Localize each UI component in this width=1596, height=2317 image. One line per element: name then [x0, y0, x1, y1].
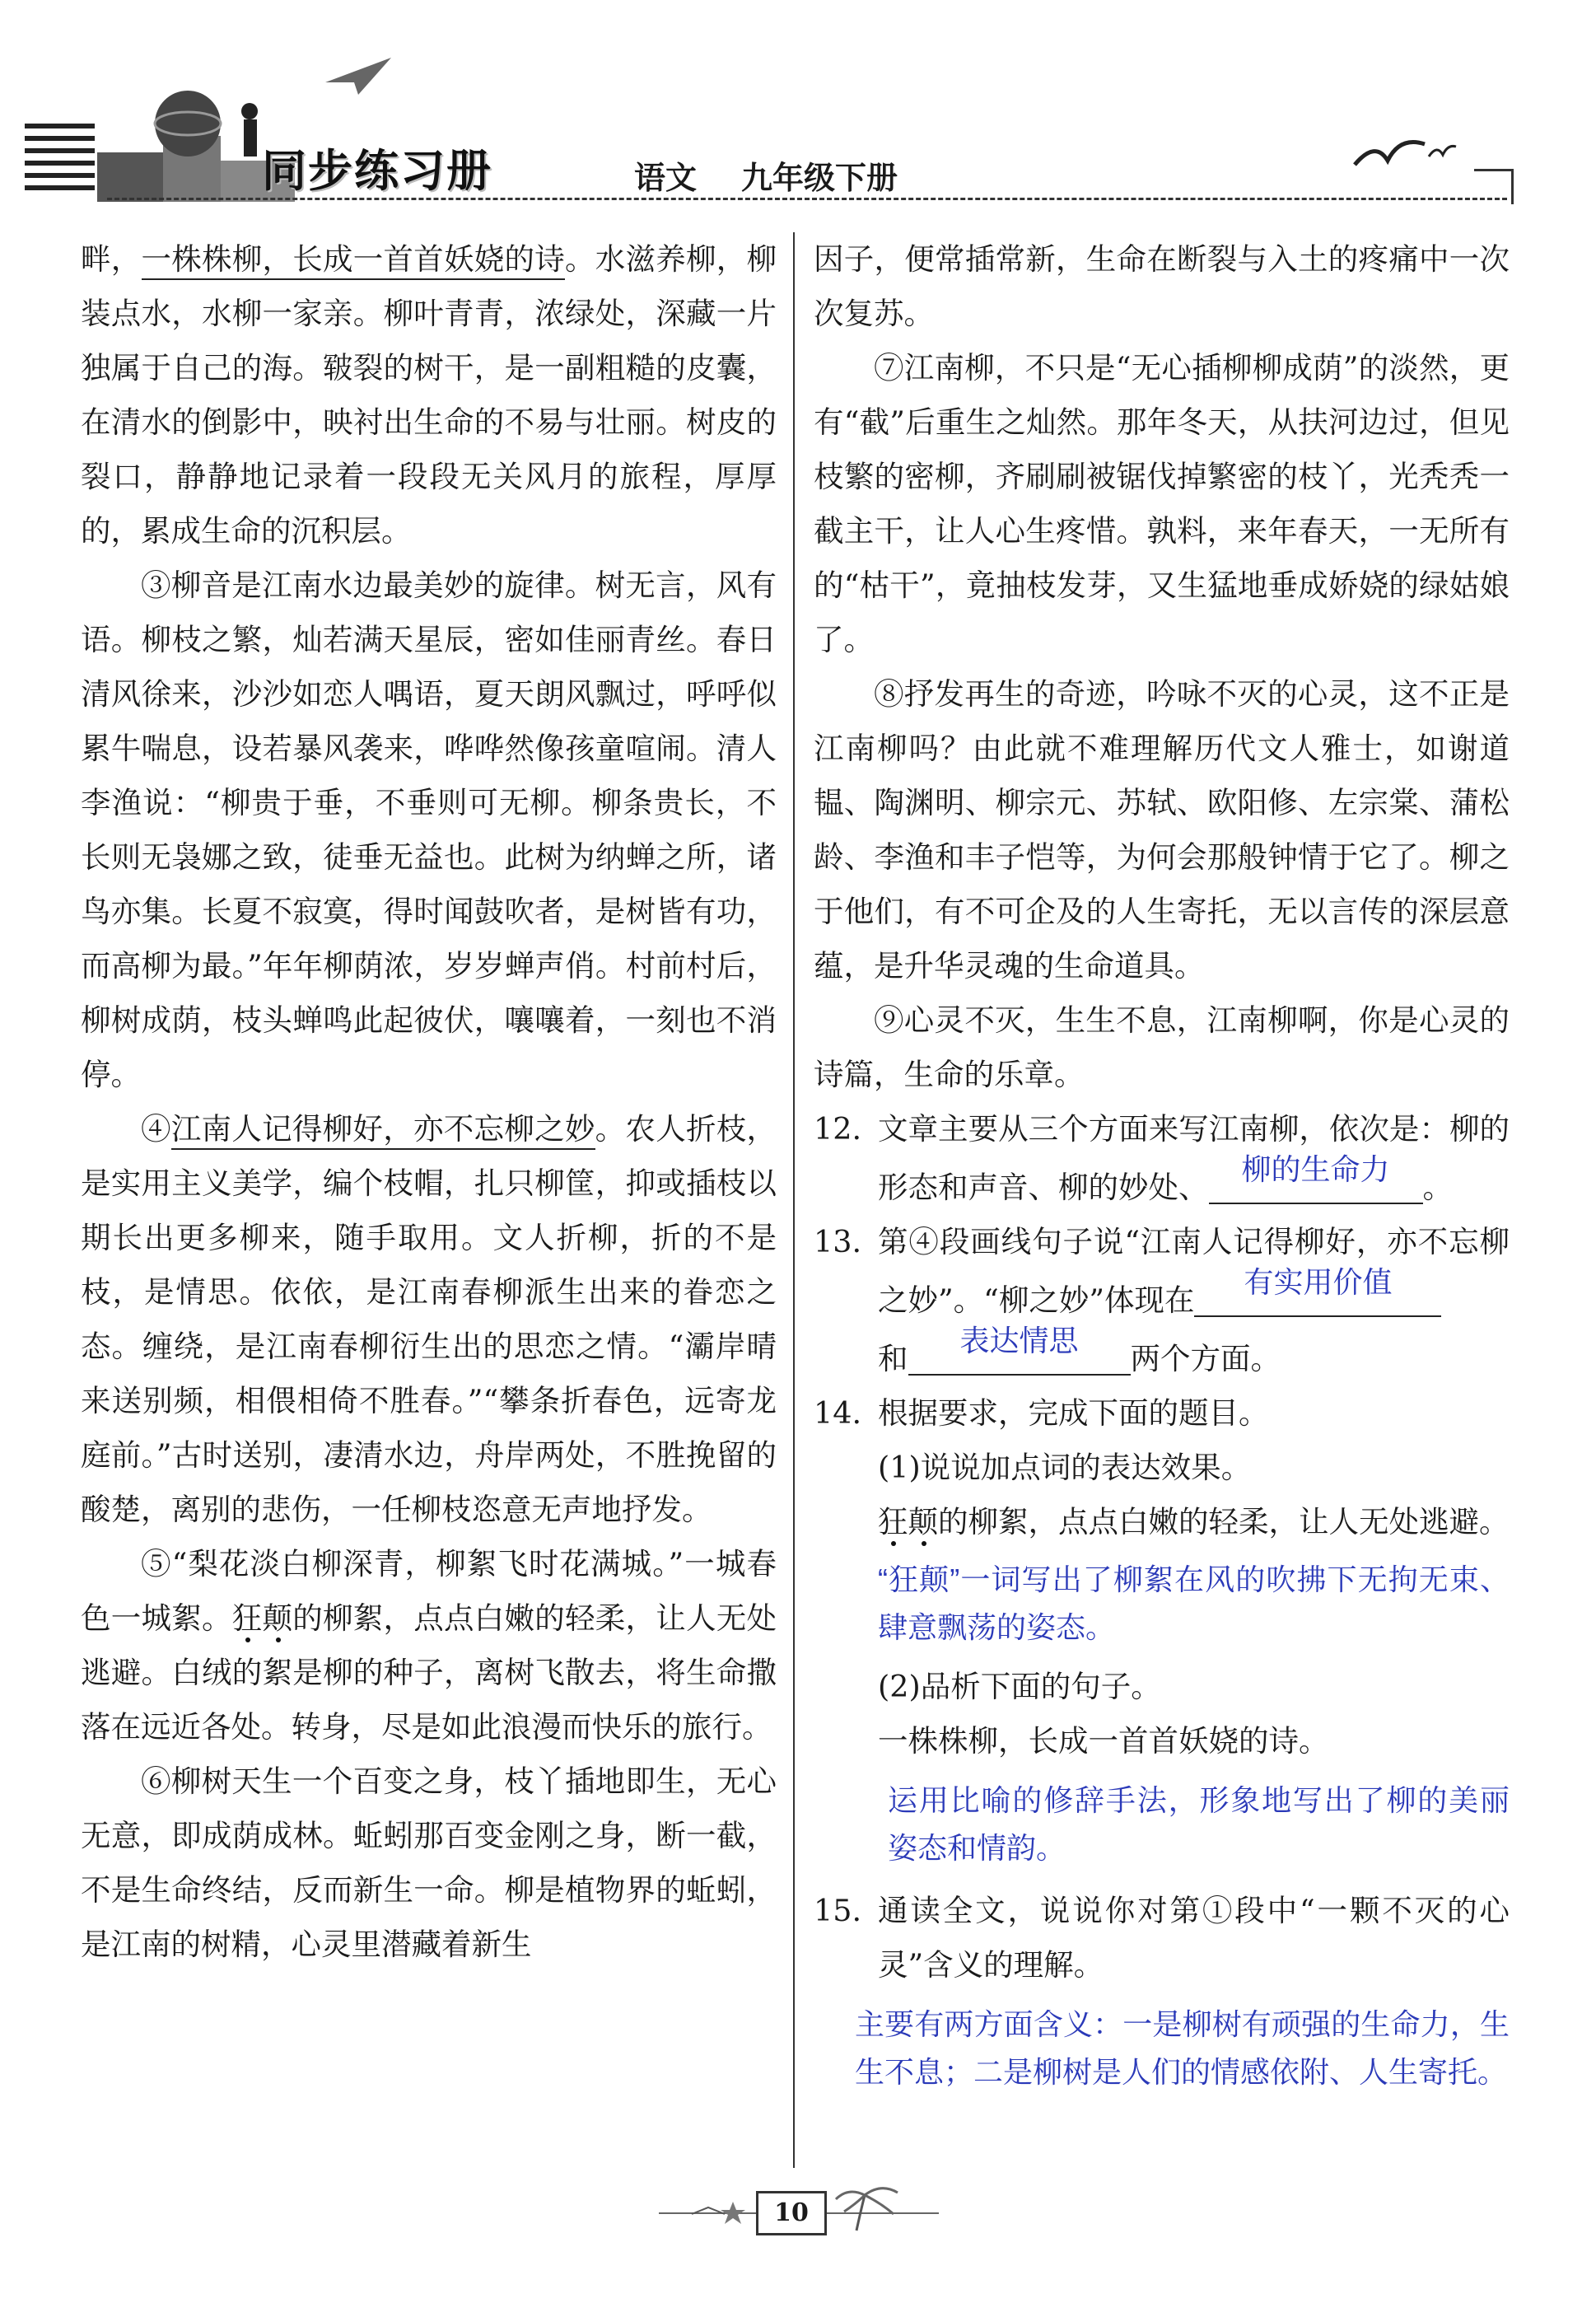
paragraph-2-tail: 畔，一株株柳，长成一首首妖娆的诗。水滋养柳，柳装点水，水柳一家亲。柳叶青青，浓绿处，深藏一片独属于自己的海。皲裂的树干，是一副粗糙的皮囊，在清水的倒影中，映衬出生命的不易与壮丽。树皮的裂口，静静地记录着一段段无关风月的旅程，厚厚的，累成生命的沉积层。	[81, 241, 777, 549]
answer-14-2: 运用比喻的修辞手法，形象地写出了柳的美丽姿态和情韵。	[888, 1783, 1510, 1865]
question-14-2-sentence: 一株株柳，长成一首首妖娆的诗。	[878, 1723, 1329, 1759]
grade-label: 九年级下册	[741, 160, 898, 196]
question-12: 12. 文章主要从三个方面来写江南柳，依次是：柳的形态和声音、柳的妙处、 柳的生命力 。	[814, 1111, 1510, 1205]
column-divider	[793, 232, 795, 2168]
paragraph-4: ④江南人记得柳好，亦不忘柳之妙。农人折枝，是实用主义美学，编个枝帽，扎只柳筐，抑或插枝以期长出更多柳来，随手取用。文人折柳，折的不是枝，是情思。依依，是江南春柳派生出来的眷恋之态。缠绕，是江南春柳衍生出的思恋之情。“灞岸晴来送别频，相偎相倚不胜春。”“攀条折春色，远寄龙庭前。”古时送别，凄清水边，舟岸两处，不胜挽留的酸楚，离别的悲伤，一任柳枝恣意无声地抒发。	[81, 1111, 777, 1527]
answer-blank-13a[interactable]	[1194, 1265, 1441, 1317]
header-corner	[1474, 169, 1514, 204]
palm-ornament-icon	[832, 2183, 914, 2232]
answer-14-1: “狂颠”一词写出了柳絮在风的吹拂下无拘无束、肆意飘荡的姿态。	[878, 1563, 1510, 1644]
header-stripes	[25, 124, 95, 202]
star-ornament-icon	[684, 2189, 749, 2231]
dotted-char: 颠	[262, 1600, 293, 1636]
handwritten-answer: 表达情思	[959, 1324, 1079, 1357]
page-footer	[0, 2166, 1596, 2249]
question-13: 13. 第④段画线句子说“江南人记得柳好，亦不忘柳之妙”。“柳之妙”体现在 有实用价值 和 表达情思 两个方面。	[814, 1224, 1510, 1376]
page-number: 10	[756, 2191, 827, 2235]
paragraph-6-tail: 因子，便常插常新，生命在断裂与入土的疼痛中一次次复苏。	[814, 241, 1510, 331]
question-14-1-sentence: 狂颠的柳絮，点点白嫩的轻柔，让人无处逃避。	[878, 1504, 1510, 1539]
question-14-2-title: (2)品析下面的句子。	[878, 1669, 1161, 1704]
question-15: 15. 通读全文，说说你对第①段中“一颗不灭的心灵”含义的理解。	[814, 1893, 1510, 1983]
paper-plane-icon	[325, 58, 391, 99]
birds-icon	[1351, 124, 1458, 181]
dotted-char: 狂	[878, 1504, 908, 1539]
answer-15: 主要有两方面含义：一是柳树有顽强的生命力，生生不息；二是柳树是人们的情感依附、人生寄托。	[855, 2007, 1510, 2089]
paragraph-3: ③柳音是江南水边最美妙的旋律。树无言，风有语。柳枝之繁，灿若满天星辰，密如佳丽青丝。春日清风徐来，沙沙如恋人喁语，夏天朗风飘过，呼呼似累牛喘息，设若暴风袭来，哗哗然像孩童喧闹。清人李渔说：“柳贵于垂，不垂则可无柳。柳条贵长，不长则无袅娜之致，徒垂无益也。此树为纳蝉之所，诸鸟亦集。长夏不寂寞，得时闻鼓吹者，是树皆有功，而高柳为最。”年年柳荫浓，岁岁蝉声俏。村前村后，柳树成荫，枝头蝉鸣此起彼伏，嚷嚷着，一刻也不消停。	[81, 568, 777, 1092]
left-column	[81, 232, 777, 1972]
paragraph-8: ⑧抒发再生的奇迹，吟咏不灭的心灵，这不正是江南柳吗？由此就不难理解历代文人雅士，如谢道韫、陶渊明、柳宗元、苏轼、欧阳修、左宗棠、蒲松龄、李渔和丰子恺等，为何会那般钟情于它了。柳之于他们，有不可企及的人生寄托，无以言传的深层意蕴，是升华灵魂的生命道具。	[814, 676, 1510, 983]
underlined-sentence-4: 江南人记得柳好，亦不忘柳之妙	[171, 1111, 595, 1150]
paragraph-7: ⑦江南柳，不只是“无心插柳柳成荫”的淡然，更有“截”后重生之灿然。那年冬天，从扶河边过，但见枝繁的密柳，齐刷刷被锯伐掉繁密的枝丫，光秃秃一截主干，让人心生疼惜。孰料，来年春天，一无所有的“枯干”，竟抽枝发芽，又生猛地垂成娇娆的绿姑娘了。	[814, 350, 1510, 657]
answer-blank-12[interactable]	[1209, 1152, 1423, 1204]
paragraph-9: ⑨心灵不灭，生生不息，江南柳啊，你是心灵的诗篇，生命的乐章。	[814, 1002, 1510, 1092]
answer-blank-13b[interactable]	[908, 1324, 1131, 1376]
header-rule	[107, 198, 1507, 203]
dotted-char: 颠	[908, 1504, 938, 1539]
underlined-sentence: 一株株柳，长成一首首妖娆的诗	[142, 241, 566, 280]
right-column	[814, 232, 1510, 2096]
subject-label: 语文	[634, 160, 698, 196]
dotted-char: 狂	[231, 1600, 263, 1636]
paragraph-6: ⑥柳树天生一个百变之身，枝丫插地即生，无心无意，即成荫成林。蚯蚓那百变金刚之身，断一截，不是生命终结，反而新生一命。柳是植物界的蚯蚓，是江南的树精，心灵里潜藏着新生	[81, 1763, 777, 1962]
question-14-1-title: (1)说说加点词的表达效果。	[878, 1450, 1252, 1485]
handwritten-answer: 有实用价值	[1244, 1265, 1393, 1299]
page-header	[0, 0, 1596, 214]
handwritten-answer: 柳的生命力	[1241, 1152, 1390, 1186]
question-14: 14. 根据要求，完成下面的题目。	[814, 1395, 1269, 1431]
paragraph-5: ⑤“梨花淡白柳深青，柳絮飞时花满城。”一城春色一城絮。狂颠的柳絮，点点白嫩的轻柔，让人无处逃避。白绒的絮是柳的种子，离树飞散去，将生命撒落在远近各处。转身，尽是如此浪漫而快乐的旅行。	[81, 1546, 777, 1745]
book-title: 同步练习册	[262, 145, 492, 197]
